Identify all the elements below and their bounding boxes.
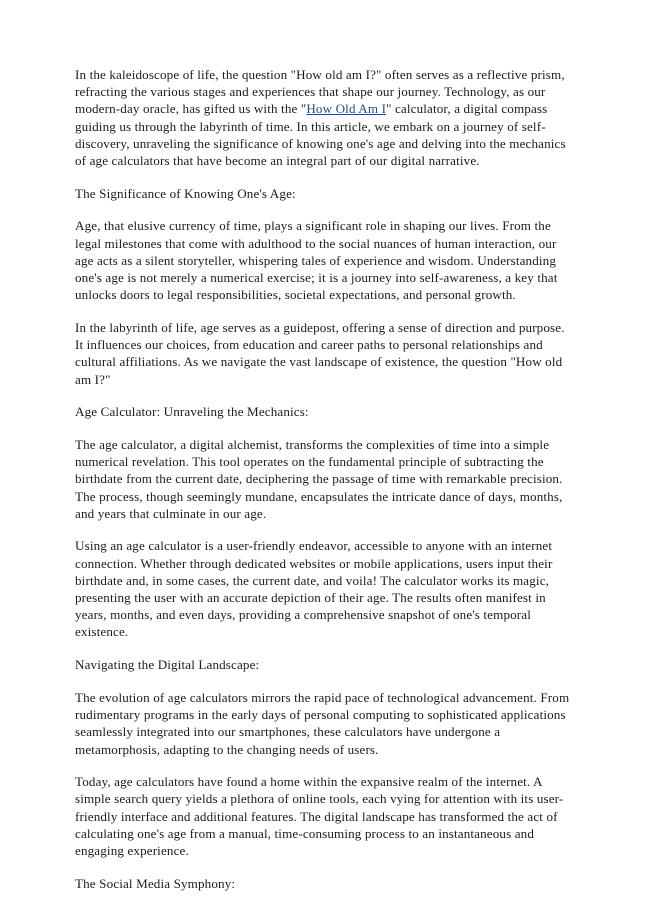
heading-navigating-digital-landscape: Navigating the Digital Landscape: <box>75 657 260 673</box>
paragraph-intro-text-before-link: In the kaleidoscope of life, the question "How old am I?" often serves as a reflective prism, refracting the various stages and experiences that shape our journey. Technology, as our modern-day oracle, has gifted us with the " <box>75 67 565 117</box>
paragraph-today-internet: Today, age calculators have found a home within the expansive realm of the internet. A simple search query yields a plethora of online tools, each vying for attention with its user-friendly interface and additional features. The digital landscape has transformed the act of calculating one's age from a manual, time-consuming process to an instantaneous and engaging experience. <box>75 774 564 859</box>
paragraph-evolution: The evolution of age calculators mirrors the rapid pace of technological advancement. From rudimentary programs in the early days of personal computing to sophisticated applications seamlessly integrated into our smartphones, these calculators have undergone a metamorphosis, adapting to the changing needs of users. <box>75 689 570 757</box>
how-old-am-i-link[interactable]: How Old Am I <box>306 101 387 117</box>
heading-social-media-symphony: The Social Media Symphony: <box>75 875 236 891</box>
paragraph-intro <box>75 66 576 169</box>
heading-significance: The Significance of Knowing One's Age: <box>75 185 296 201</box>
paragraph-intro-text-after-link: " calculator, a digital compass guiding us through the labyrinth of time. In this article, we embark on a journey of self-discovery, unraveling the significance of knowing one's age and delving into the mechanics of age calculators that have become an integral part of our digital narrative. <box>75 101 566 169</box>
document-body <box>75 66 576 907</box>
heading-age-calculator-mechanics: Age Calculator: Unraveling the Mechanics: <box>75 404 309 420</box>
paragraph-labyrinth: In the labyrinth of life, age serves as a guidepost, offering a sense of direction and purpose. It influences our choices, from education and career paths to personal relationships and cultural affiliations. As we navigate the vast landscape of existence, the question "How old am I?" <box>75 319 565 387</box>
paragraph-age-currency: Age, that elusive currency of time, plays a significant role in shaping our lives. From the legal milestones that come with adulthood to the social nuances of human interaction, our age acts as a silent storyteller, whispering tales of experience and wisdom. Understanding one's age is not merely a numerical exercise; it is a journey into self-awareness, a key that unlocks doors to legal responsibilities, societal expectations, and personal growth. <box>75 218 558 303</box>
paragraph-user-friendly: Using an age calculator is a user-friendly endeavor, accessible to anyone with an internet connection. Whether through dedicated websites or mobile applications, users input their birthdate and, in some cases, the current date, and voila! The calculator works its magic, presenting the user with an accurate depiction of their age. The results often manifest in years, months, and even days, providing a comprehensive snapshot of one's temporal existence. <box>75 538 553 640</box>
paragraph-digital-alchemist: The age calculator, a digital alchemist, transforms the complexities of time into a simple numerical revelation. This tool operates on the fundamental principle of subtracting the birthdate from the current date, deciphering the passage of time with remarkable precision. The process, though seemingly mundane, encapsulates the intricate dance of days, months, and years that culminate in our age. <box>75 436 563 521</box>
